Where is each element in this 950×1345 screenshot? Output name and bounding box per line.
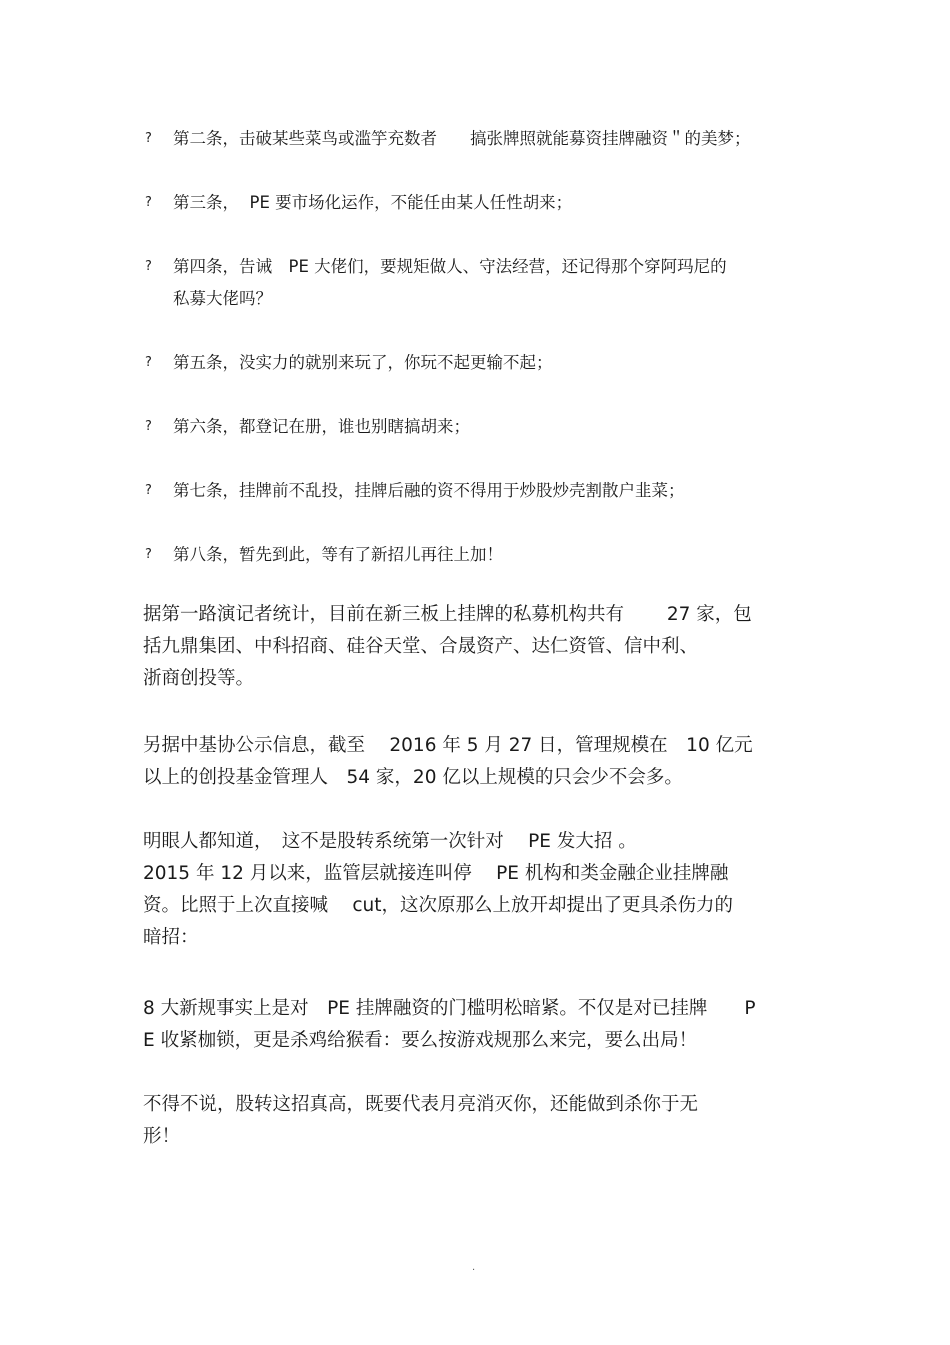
- list-item: 第五条，没实力的就别来玩了，你玩不起更输不起；: [173, 353, 553, 372]
- list-item: 第二条，击破某些菜鸟或滥竽充数者 搞张牌照就能募资挂牌融资＂的美梦；: [173, 129, 751, 148]
- list-item: 第八条，暂先到此，等有了新招儿再往上加！: [173, 545, 503, 564]
- list-bullet: ?: [145, 355, 152, 370]
- list-bullet: ?: [145, 547, 152, 562]
- list-bullet: ?: [145, 131, 152, 146]
- list-item: 第三条， PE 要市场化运作，不能任由某人任性胡来；: [173, 193, 573, 212]
- list-bullet: ?: [145, 259, 152, 274]
- list-item: 第六条，都登记在册，谁也别瞎搞胡来；: [173, 417, 470, 436]
- list-item: 第四条，告诫 PE 大佬们，要规矩做人、守法经营，还记得那个穿阿玛尼的 私募大佬吗？: [173, 257, 727, 308]
- list-bullet: ?: [145, 483, 152, 498]
- paragraph-new-rules: 8 大新规事实上是对 PE 挂牌融资的门槛明松暗紧。不仅是对已挂牌 P E 收紧枷锁，更是杀鸡给猴看：要么按游戏规那么来完，要么出局！: [143, 998, 756, 1051]
- paragraph-regulation-history: 明眼人都知道， 这不是股转系统第一次针对 PE 发大招 。 2015 年 12 月以来，监管层就接连叫停 PE 机构和类金融企业挂牌融 资。比照于上次直接喊 cut，这次原那么上放开却提出了更具杀伤力的 暗招：: [143, 831, 734, 948]
- paragraph-cafa-info: 另据中基协公示信息，截至 2016 年 5 月 27 日，管理规模在 10 亿元 以上的创投基金管理人 54 家，20 亿以上规模的只会少不会多。: [143, 735, 753, 788]
- paragraph-conclusion: 不得不说，股转这招真高，既要代表月亮消灭你，还能做到杀你于无 形！: [143, 1094, 699, 1147]
- page-footer-mark: .: [472, 1262, 476, 1273]
- list-item: 第七条，挂牌前不乱投，挂牌后融的资不得用于炒股炒壳割散户韭菜；: [173, 481, 685, 500]
- list-bullet: ?: [145, 195, 152, 210]
- paragraph-statistics: 据第一路演记者统计，目前在新三板上挂牌的私募机构共有 27 家，包 括九鼎集团、中科招商、硅谷天堂、合晟资产、达仁资管、信中利、 浙商创投等。: [143, 604, 752, 689]
- list-bullet: ?: [145, 419, 152, 434]
